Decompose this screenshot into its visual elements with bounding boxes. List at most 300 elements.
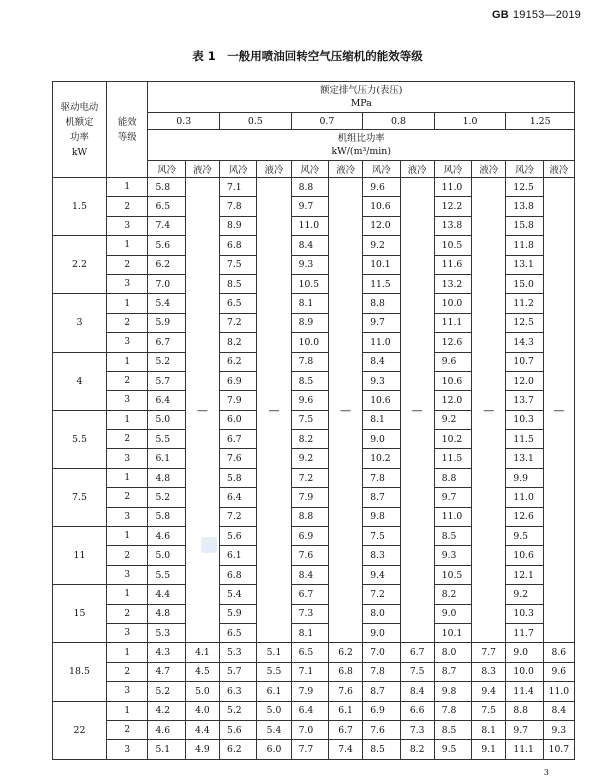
water-cooled-value: 5.4	[257, 720, 291, 739]
not-applicable-dash: —	[257, 178, 291, 643]
table-title: 表 1 一般用喷油回转空气压缩机的能效等级	[192, 49, 423, 63]
water-cooled-label: 液冷	[543, 161, 574, 178]
water-cooled-label: 液冷	[185, 161, 219, 178]
air-cooled-value: 7.8	[291, 352, 328, 371]
air-cooled-value: 12.0	[363, 216, 400, 235]
grade-cell: 3	[106, 507, 148, 526]
air-cooled-value: 8.7	[363, 682, 400, 701]
water-cooled-value: 11.0	[543, 682, 574, 701]
air-cooled-value: 7.0	[363, 643, 400, 662]
air-cooled-value: 6.9	[220, 371, 257, 390]
air-cooled-label: 风冷	[434, 161, 471, 178]
air-cooled-value: 9.3	[434, 546, 471, 565]
grade-cell: 3	[106, 391, 148, 410]
air-cooled-value: 6.4	[148, 391, 185, 410]
grade-cell: 3	[106, 216, 148, 235]
air-cooled-value: 9.0	[506, 643, 543, 662]
air-cooled-value: 9.7	[506, 720, 543, 739]
air-cooled-value: 6.7	[148, 333, 185, 352]
air-cooled-value: 5.9	[220, 604, 257, 623]
grade-cell: 2	[106, 430, 148, 449]
air-cooled-value: 8.4	[291, 236, 328, 255]
air-cooled-value: 7.6	[291, 546, 328, 565]
air-cooled-value: 7.2	[363, 585, 400, 604]
air-cooled-value: 11.0	[291, 216, 328, 235]
air-cooled-value: 15.8	[506, 216, 543, 235]
air-cooled-value: 4.3	[148, 643, 185, 662]
air-cooled-value: 5.8	[148, 178, 185, 197]
grade-cell: 2	[106, 313, 148, 332]
air-cooled-value: 6.5	[148, 197, 185, 216]
air-cooled-value: 11.1	[434, 313, 471, 332]
air-cooled-value: 6.4	[291, 701, 328, 720]
water-cooled-value: 6.7	[328, 720, 362, 739]
table-row	[53, 178, 575, 197]
air-cooled-value: 8.2	[434, 585, 471, 604]
air-cooled-value: 9.0	[434, 604, 471, 623]
motor-power-line: 机额定	[65, 116, 94, 128]
motor-power-cell: 15	[53, 585, 107, 643]
motor-power-line: kW	[71, 146, 88, 158]
water-cooled-value: 6.8	[328, 662, 362, 681]
air-cooled-value: 9.2	[506, 585, 543, 604]
air-cooled-value: 8.8	[291, 178, 328, 197]
air-cooled-value: 5.2	[148, 682, 185, 701]
pressure-value: 1.25	[506, 113, 575, 130]
air-cooled-value: 5.0	[148, 410, 185, 429]
air-cooled-value: 8.2	[220, 333, 257, 352]
air-cooled-value: 8.5	[220, 274, 257, 293]
air-cooled-value: 12.5	[506, 178, 543, 197]
air-cooled-value: 10.3	[506, 604, 543, 623]
grade-cell: 1	[106, 352, 148, 371]
motor-power-cell: 5.5	[53, 410, 107, 468]
air-cooled-value: 12.0	[506, 371, 543, 390]
air-cooled-value: 10.0	[291, 333, 328, 352]
water-cooled-label: 液冷	[400, 161, 434, 178]
water-cooled-value: 4.5	[185, 662, 219, 681]
air-cooled-value: 6.5	[291, 643, 328, 662]
air-cooled-value: 10.2	[434, 430, 471, 449]
air-cooled-value: 6.4	[220, 488, 257, 507]
air-cooled-value: 11.6	[434, 255, 471, 274]
air-cooled-value: 9.4	[363, 565, 400, 584]
grade-cell: 2	[106, 255, 148, 274]
air-cooled-value: 10.6	[363, 197, 400, 216]
air-cooled-value: 8.9	[220, 216, 257, 235]
page-number: 3	[543, 768, 549, 777]
grade-cell: 1	[106, 585, 148, 604]
air-cooled-value: 12.0	[434, 391, 471, 410]
air-cooled-value: 7.4	[148, 216, 185, 235]
air-cooled-value: 5.6	[220, 527, 257, 546]
water-cooled-value: 7.6	[328, 682, 362, 701]
air-cooled-value: 8.8	[291, 507, 328, 526]
grade-cell: 1	[106, 468, 148, 487]
air-cooled-value: 7.9	[291, 682, 328, 701]
air-cooled-value: 12.6	[434, 333, 471, 352]
air-cooled-value: 14.3	[506, 333, 543, 352]
grade-cell: 3	[106, 449, 148, 468]
page-header	[492, 9, 581, 21]
water-cooled-value: 6.0	[257, 740, 291, 759]
table-row	[53, 720, 575, 739]
air-cooled-value: 10.5	[434, 236, 471, 255]
water-cooled-value: 8.2	[400, 740, 434, 759]
air-cooled-value: 10.5	[291, 274, 328, 293]
air-cooled-value: 7.0	[148, 274, 185, 293]
air-cooled-value: 8.2	[291, 430, 328, 449]
air-cooled-value: 9.3	[363, 371, 400, 390]
air-cooled-value: 11.0	[506, 488, 543, 507]
water-cooled-value: 4.9	[185, 740, 219, 759]
water-cooled-value: 6.1	[328, 701, 362, 720]
air-cooled-value: 6.8	[220, 565, 257, 584]
air-cooled-value: 13.8	[506, 197, 543, 216]
grade-cell: 2	[106, 546, 148, 565]
water-cooled-label: 液冷	[328, 161, 362, 178]
air-cooled-value: 13.1	[506, 255, 543, 274]
air-cooled-value: 5.1	[148, 740, 185, 759]
air-cooled-value: 7.1	[220, 178, 257, 197]
air-cooled-value: 5.2	[148, 488, 185, 507]
air-cooled-value: 7.2	[291, 468, 328, 487]
grade-cell: 2	[106, 604, 148, 623]
air-cooled-value: 6.1	[220, 546, 257, 565]
air-cooled-value: 4.6	[148, 720, 185, 739]
motor-power-line: 驱动电动	[60, 101, 99, 113]
pressure-unit: MPa	[350, 98, 372, 109]
air-cooled-value: 8.8	[434, 468, 471, 487]
air-cooled-value: 6.5	[220, 623, 257, 642]
air-cooled-label: 风冷	[148, 161, 185, 178]
air-cooled-value: 11.0	[363, 333, 400, 352]
air-cooled-value: 8.0	[363, 604, 400, 623]
air-cooled-value: 4.6	[148, 527, 185, 546]
air-cooled-value: 5.2	[148, 352, 185, 371]
air-cooled-value: 7.8	[434, 701, 471, 720]
air-cooled-value: 9.5	[506, 527, 543, 546]
air-cooled-value: 7.6	[220, 449, 257, 468]
table-row	[53, 643, 575, 662]
air-cooled-value: 7.3	[291, 604, 328, 623]
motor-power-cell: 22	[53, 701, 107, 759]
air-cooled-value: 4.7	[148, 662, 185, 681]
air-cooled-value: 4.8	[148, 604, 185, 623]
air-cooled-value: 10.2	[363, 449, 400, 468]
air-cooled-value: 7.6	[363, 720, 400, 739]
air-cooled-value: 8.4	[363, 352, 400, 371]
air-cooled-value: 9.0	[363, 430, 400, 449]
air-cooled-value: 5.3	[220, 643, 257, 662]
water-cooled-value: 9.6	[543, 662, 574, 681]
air-cooled-value: 7.5	[363, 527, 400, 546]
air-cooled-value: 7.2	[220, 313, 257, 332]
air-cooled-value: 10.6	[363, 391, 400, 410]
air-cooled-value: 10.6	[434, 371, 471, 390]
air-cooled-value: 15.0	[506, 274, 543, 293]
water-cooled-value: 7.7	[472, 643, 506, 662]
air-cooled-value: 11.5	[434, 449, 471, 468]
air-cooled-value: 8.7	[363, 488, 400, 507]
not-applicable-dash: —	[400, 178, 434, 643]
water-cooled-value: 5.5	[257, 662, 291, 681]
air-cooled-value: 12.1	[506, 565, 543, 584]
specific-power-line: 机组比功率	[337, 133, 385, 144]
air-cooled-value: 7.8	[363, 662, 400, 681]
air-cooled-value: 11.5	[363, 274, 400, 293]
motor-power-cell: 11	[53, 527, 107, 585]
air-cooled-value: 6.7	[220, 430, 257, 449]
air-cooled-value: 9.5	[434, 740, 471, 759]
air-cooled-value: 9.6	[363, 178, 400, 197]
water-cooled-value: 5.0	[257, 701, 291, 720]
motor-power-cell: 7.5	[53, 468, 107, 526]
air-cooled-value: 6.5	[220, 294, 257, 313]
air-cooled-value: 8.4	[291, 565, 328, 584]
water-cooled-value: 7.5	[472, 701, 506, 720]
air-cooled-value: 5.4	[148, 294, 185, 313]
air-cooled-value: 5.8	[148, 507, 185, 526]
air-cooled-value: 6.8	[220, 236, 257, 255]
air-cooled-value: 9.2	[434, 410, 471, 429]
air-cooled-value: 11.0	[434, 507, 471, 526]
water-cooled-label: 液冷	[257, 161, 291, 178]
water-cooled-value: 9.3	[543, 720, 574, 739]
air-cooled-value: 10.0	[434, 294, 471, 313]
air-cooled-value: 9.7	[291, 197, 328, 216]
water-cooled-value: 10.7	[543, 740, 574, 759]
air-cooled-value: 5.7	[220, 662, 257, 681]
air-cooled-value: 5.4	[220, 585, 257, 604]
air-cooled-value: 10.5	[434, 565, 471, 584]
air-cooled-value: 7.1	[291, 662, 328, 681]
air-cooled-value: 5.8	[220, 468, 257, 487]
grade-cell: 2	[106, 371, 148, 390]
air-cooled-value: 6.1	[148, 449, 185, 468]
specific-power-unit: kW/(m³/min)	[331, 146, 391, 157]
air-cooled-value: 5.6	[220, 720, 257, 739]
air-cooled-value: 11.8	[506, 236, 543, 255]
air-cooled-label: 风冷	[291, 161, 328, 178]
water-cooled-value: 6.2	[328, 643, 362, 662]
water-cooled-value: 4.0	[185, 701, 219, 720]
air-cooled-value: 13.8	[434, 216, 471, 235]
air-cooled-value: 9.0	[363, 623, 400, 642]
air-cooled-value: 9.2	[291, 449, 328, 468]
grade-cell: 3	[106, 565, 148, 584]
motor-power-cell: 2.2	[53, 236, 107, 294]
water-cooled-value: 7.3	[400, 720, 434, 739]
grade-cell: 1	[106, 701, 148, 720]
efficiency-table	[52, 81, 575, 760]
water-cooled-value: 6.6	[400, 701, 434, 720]
air-cooled-value: 10.1	[363, 255, 400, 274]
water-cooled-value: 8.6	[543, 643, 574, 662]
air-cooled-value: 5.6	[148, 236, 185, 255]
specific-power-header	[148, 130, 575, 161]
not-applicable-dash: —	[185, 178, 219, 643]
air-cooled-value: 6.3	[220, 682, 257, 701]
air-cooled-label: 风冷	[363, 161, 400, 178]
air-cooled-value: 6.0	[220, 410, 257, 429]
air-cooled-value: 11.5	[506, 430, 543, 449]
water-cooled-value: 4.1	[185, 643, 219, 662]
air-cooled-value: 8.8	[506, 701, 543, 720]
air-cooled-value: 7.5	[291, 410, 328, 429]
air-cooled-value: 12.5	[506, 313, 543, 332]
air-cooled-value: 11.0	[434, 178, 471, 197]
air-cooled-value: 7.0	[291, 720, 328, 739]
pressure-value: 0.3	[148, 113, 220, 130]
air-cooled-value: 8.1	[363, 410, 400, 429]
air-cooled-value: 8.5	[363, 740, 400, 759]
not-applicable-dash: —	[328, 178, 362, 643]
table-body	[53, 178, 575, 760]
air-cooled-value: 9.7	[434, 488, 471, 507]
air-cooled-value: 7.9	[220, 391, 257, 410]
grade-cell: 2	[106, 197, 148, 216]
grade-cell: 3	[106, 682, 148, 701]
air-cooled-value: 5.2	[220, 701, 257, 720]
air-cooled-value: 4.2	[148, 701, 185, 720]
water-cooled-value: 5.1	[257, 643, 291, 662]
air-cooled-value: 5.5	[148, 430, 185, 449]
air-cooled-value: 9.8	[434, 682, 471, 701]
water-cooled-value: 9.4	[472, 682, 506, 701]
water-cooled-value: 7.4	[328, 740, 362, 759]
air-cooled-value: 10.3	[506, 410, 543, 429]
air-cooled-value: 12.2	[434, 197, 471, 216]
grade-cell: 1	[106, 294, 148, 313]
grade-cell: 3	[106, 740, 148, 759]
air-cooled-value: 10.0	[506, 662, 543, 681]
grade-cell: 1	[106, 643, 148, 662]
air-cooled-value: 9.6	[434, 352, 471, 371]
pressure-header	[148, 82, 575, 113]
air-cooled-value: 7.5	[220, 255, 257, 274]
motor-power-header	[53, 82, 107, 178]
grade-cell: 2	[106, 488, 148, 507]
water-cooled-value: 8.3	[472, 662, 506, 681]
pressure-value: 1.0	[434, 113, 506, 130]
air-cooled-value: 8.8	[363, 294, 400, 313]
air-cooled-value: 6.7	[291, 585, 328, 604]
air-cooled-value: 13.2	[434, 274, 471, 293]
air-cooled-value: 10.7	[506, 352, 543, 371]
air-cooled-value: 8.5	[434, 720, 471, 739]
air-cooled-value: 6.2	[220, 740, 257, 759]
grade-cell: 1	[106, 410, 148, 429]
water-cooled-value: 8.4	[543, 701, 574, 720]
table-row	[53, 740, 575, 759]
air-cooled-value: 11.7	[506, 623, 543, 642]
grade-cell: 3	[106, 333, 148, 352]
water-cooled-value: 8.4	[400, 682, 434, 701]
air-cooled-label: 风冷	[506, 161, 543, 178]
air-cooled-value: 8.7	[434, 662, 471, 681]
air-cooled-value: 7.8	[363, 468, 400, 487]
air-cooled-value: 4.8	[148, 468, 185, 487]
grade-header-line: 能效	[117, 116, 137, 128]
air-cooled-value: 7.7	[291, 740, 328, 759]
air-cooled-value: 4.4	[148, 585, 185, 604]
air-cooled-value: 8.1	[291, 294, 328, 313]
water-cooled-value: 7.5	[400, 662, 434, 681]
grade-cell: 3	[106, 274, 148, 293]
pressure-value: 0.7	[291, 113, 363, 130]
air-cooled-value: 7.2	[220, 507, 257, 526]
air-cooled-value: 5.9	[148, 313, 185, 332]
standard-number: 19153—2019	[512, 9, 581, 21]
water-cooled-label: 液冷	[472, 161, 506, 178]
air-cooled-value: 6.9	[291, 527, 328, 546]
table-row	[53, 662, 575, 681]
air-cooled-value: 8.1	[291, 623, 328, 642]
air-cooled-value: 9.6	[291, 391, 328, 410]
grade-cell: 1	[106, 236, 148, 255]
motor-power-cell: 3	[53, 294, 107, 352]
air-cooled-value: 5.7	[148, 371, 185, 390]
water-cooled-value: 6.1	[257, 682, 291, 701]
air-cooled-value: 10.1	[434, 623, 471, 642]
water-cooled-value: 6.7	[400, 643, 434, 662]
motor-power-cell: 4	[53, 352, 107, 410]
grade-cell: 2	[106, 720, 148, 739]
grade-cell: 2	[106, 662, 148, 681]
air-cooled-value: 13.1	[506, 449, 543, 468]
pressure-header-line: 额定排气压力(表压)	[320, 85, 403, 96]
not-applicable-dash: —	[543, 178, 574, 643]
motor-power-cell: 18.5	[53, 643, 107, 701]
standard-prefix: GB	[492, 9, 509, 21]
air-cooled-value: 6.2	[220, 352, 257, 371]
air-cooled-value: 12.6	[506, 507, 543, 526]
air-cooled-value: 9.7	[363, 313, 400, 332]
air-cooled-value: 9.8	[363, 507, 400, 526]
motor-power-cell: 1.5	[53, 178, 107, 236]
air-cooled-value: 5.5	[148, 565, 185, 584]
air-cooled-value: 11.2	[506, 294, 543, 313]
pressure-value: 0.8	[363, 113, 435, 130]
air-cooled-value: 13.7	[506, 391, 543, 410]
air-cooled-value: 11.1	[506, 740, 543, 759]
motor-power-line: 功率	[70, 131, 89, 143]
air-cooled-value: 8.5	[291, 371, 328, 390]
water-cooled-value: 4.4	[185, 720, 219, 739]
grade-cell: 1	[106, 178, 148, 197]
air-cooled-value: 5.0	[148, 546, 185, 565]
grade-header-line: 等级	[117, 131, 137, 143]
air-cooled-value: 10.6	[506, 546, 543, 565]
air-cooled-value: 6.9	[363, 701, 400, 720]
air-cooled-value: 8.0	[434, 643, 471, 662]
not-applicable-dash: —	[472, 178, 506, 643]
air-cooled-value: 9.9	[506, 468, 543, 487]
air-cooled-value: 5.3	[148, 623, 185, 642]
efficiency-grade-header	[106, 82, 148, 178]
watermark-icon	[201, 537, 217, 553]
air-cooled-value: 7.9	[291, 488, 328, 507]
air-cooled-value: 6.2	[148, 255, 185, 274]
table-row	[53, 701, 575, 720]
grade-cell: 3	[106, 623, 148, 642]
air-cooled-value: 9.3	[291, 255, 328, 274]
water-cooled-value: 8.1	[472, 720, 506, 739]
air-cooled-value: 7.8	[220, 197, 257, 216]
table-row	[53, 682, 575, 701]
air-cooled-label: 风冷	[220, 161, 257, 178]
